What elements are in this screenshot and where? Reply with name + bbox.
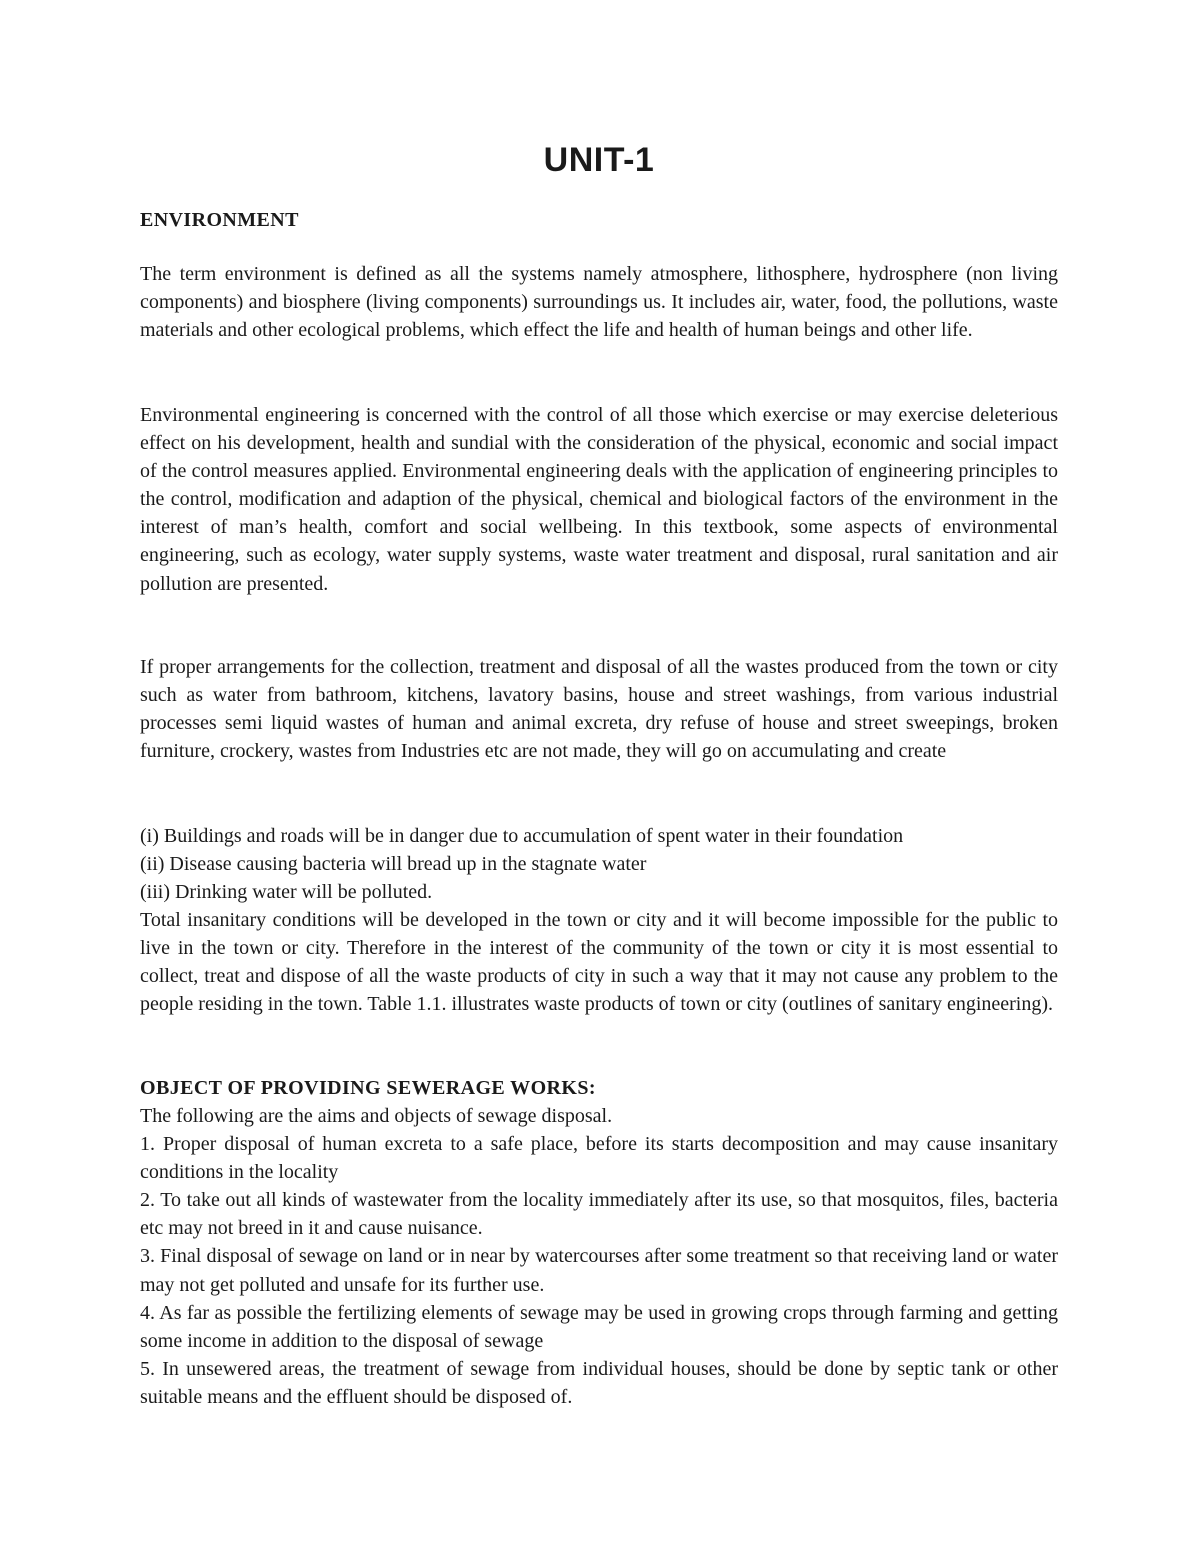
environment-definition-paragraph: The term environment is defined as all the systems namely atmosphere, lithosphere, hydrosphere (non living components) and biosphere (living components) surroundings us. It includes air, water, food, the pollutions, waste materials and other ecological problems, which effect the life and health of human beings and other life. (140, 263, 1058, 342)
list-item: (ii) Disease causing bacteria will bread up in the stagnate water (140, 853, 647, 876)
environment-heading: ENVIRONMENT (140, 209, 299, 231)
sewerage-works-heading: OBJECT OF PROVIDING SEWERAGE WORKS: (140, 1077, 596, 1099)
list-item: 3. Final disposal of sewage on land or in near by watercourses after some treatment so that receiving land or water may not get polluted and unsafe for its further use. (140, 1245, 1058, 1296)
list-item: 4. As far as possible the fertilizing elements of sewage may be used in growing crops through farming and getting some income in addition to the disposal of sewage (140, 1301, 1058, 1352)
environmental-engineering-paragraph: Environmental engineering is concerned with the control of all those which exercise or may exercise deleterious effect on his development, health and sundial with the consideration of the physical, economic and social impact of the control measures applied. Environmental engineering deals with the application of engineering principles to the control, modification and adaption of the physical, chemical and biological factors of the environment in the interest of man’s health, comfort and social wellbeing. In this textbook, some aspects of environmental engineering, such as ecology, water supply systems, waste water treatment and disposal, rural sanitation and air pollution are presented. (140, 404, 1058, 595)
list-item: (iii) Drinking water will be polluted. (140, 881, 433, 904)
list-item: 2. To take out all kinds of wastewater from the locality immediately after its use, so that mosquitos, files, bacteria etc may not breed in it and cause nuisance. (140, 1189, 1058, 1240)
unit-title: UNIT-1 (543, 141, 655, 179)
insanitary-conditions-paragraph: Total insanitary conditions will be developed in the town or city and it will become impossible for the public to live in the town or city. Therefore in the interest of the community of the town or city it is most essential to collect, treat and dispose of all the waste products of city in such a way that it may not cause any problem to the people residing in the town. Table 1.1. illustrates waste products of town or city (outlines of sanitary engineering). (140, 909, 1058, 1016)
list-item: 1. Proper disposal of human excreta to a safe place, before its starts decomposition and may cause insanitary conditions in the locality (140, 1133, 1058, 1184)
sewerage-objects-list (140, 1102, 1058, 1411)
list-item: (i) Buildings and roads will be in danger due to accumulation of spent water in their foundation (140, 825, 904, 847)
list-intro: The following are the aims and objects of sewage disposal. (140, 1105, 613, 1127)
consequence-list (140, 822, 1058, 906)
waste-arrangement-paragraph: If proper arrangements for the collection, treatment and disposal of all the wastes produced from the town or city such as water from bathroom, kitchens, lavatory basins, house and street washings, from various industrial processes semi liquid wastes of human and animal excreta, dry refuse of house and street sweepings, broken furniture, crockery, wastes from Industries etc are not made, they will go on accumulating and create (140, 656, 1058, 763)
list-item: 5. In unsewered areas, the treatment of sewage from individual houses, should be done by septic tank or other suitable means and the effluent should be disposed of. (140, 1357, 1058, 1408)
